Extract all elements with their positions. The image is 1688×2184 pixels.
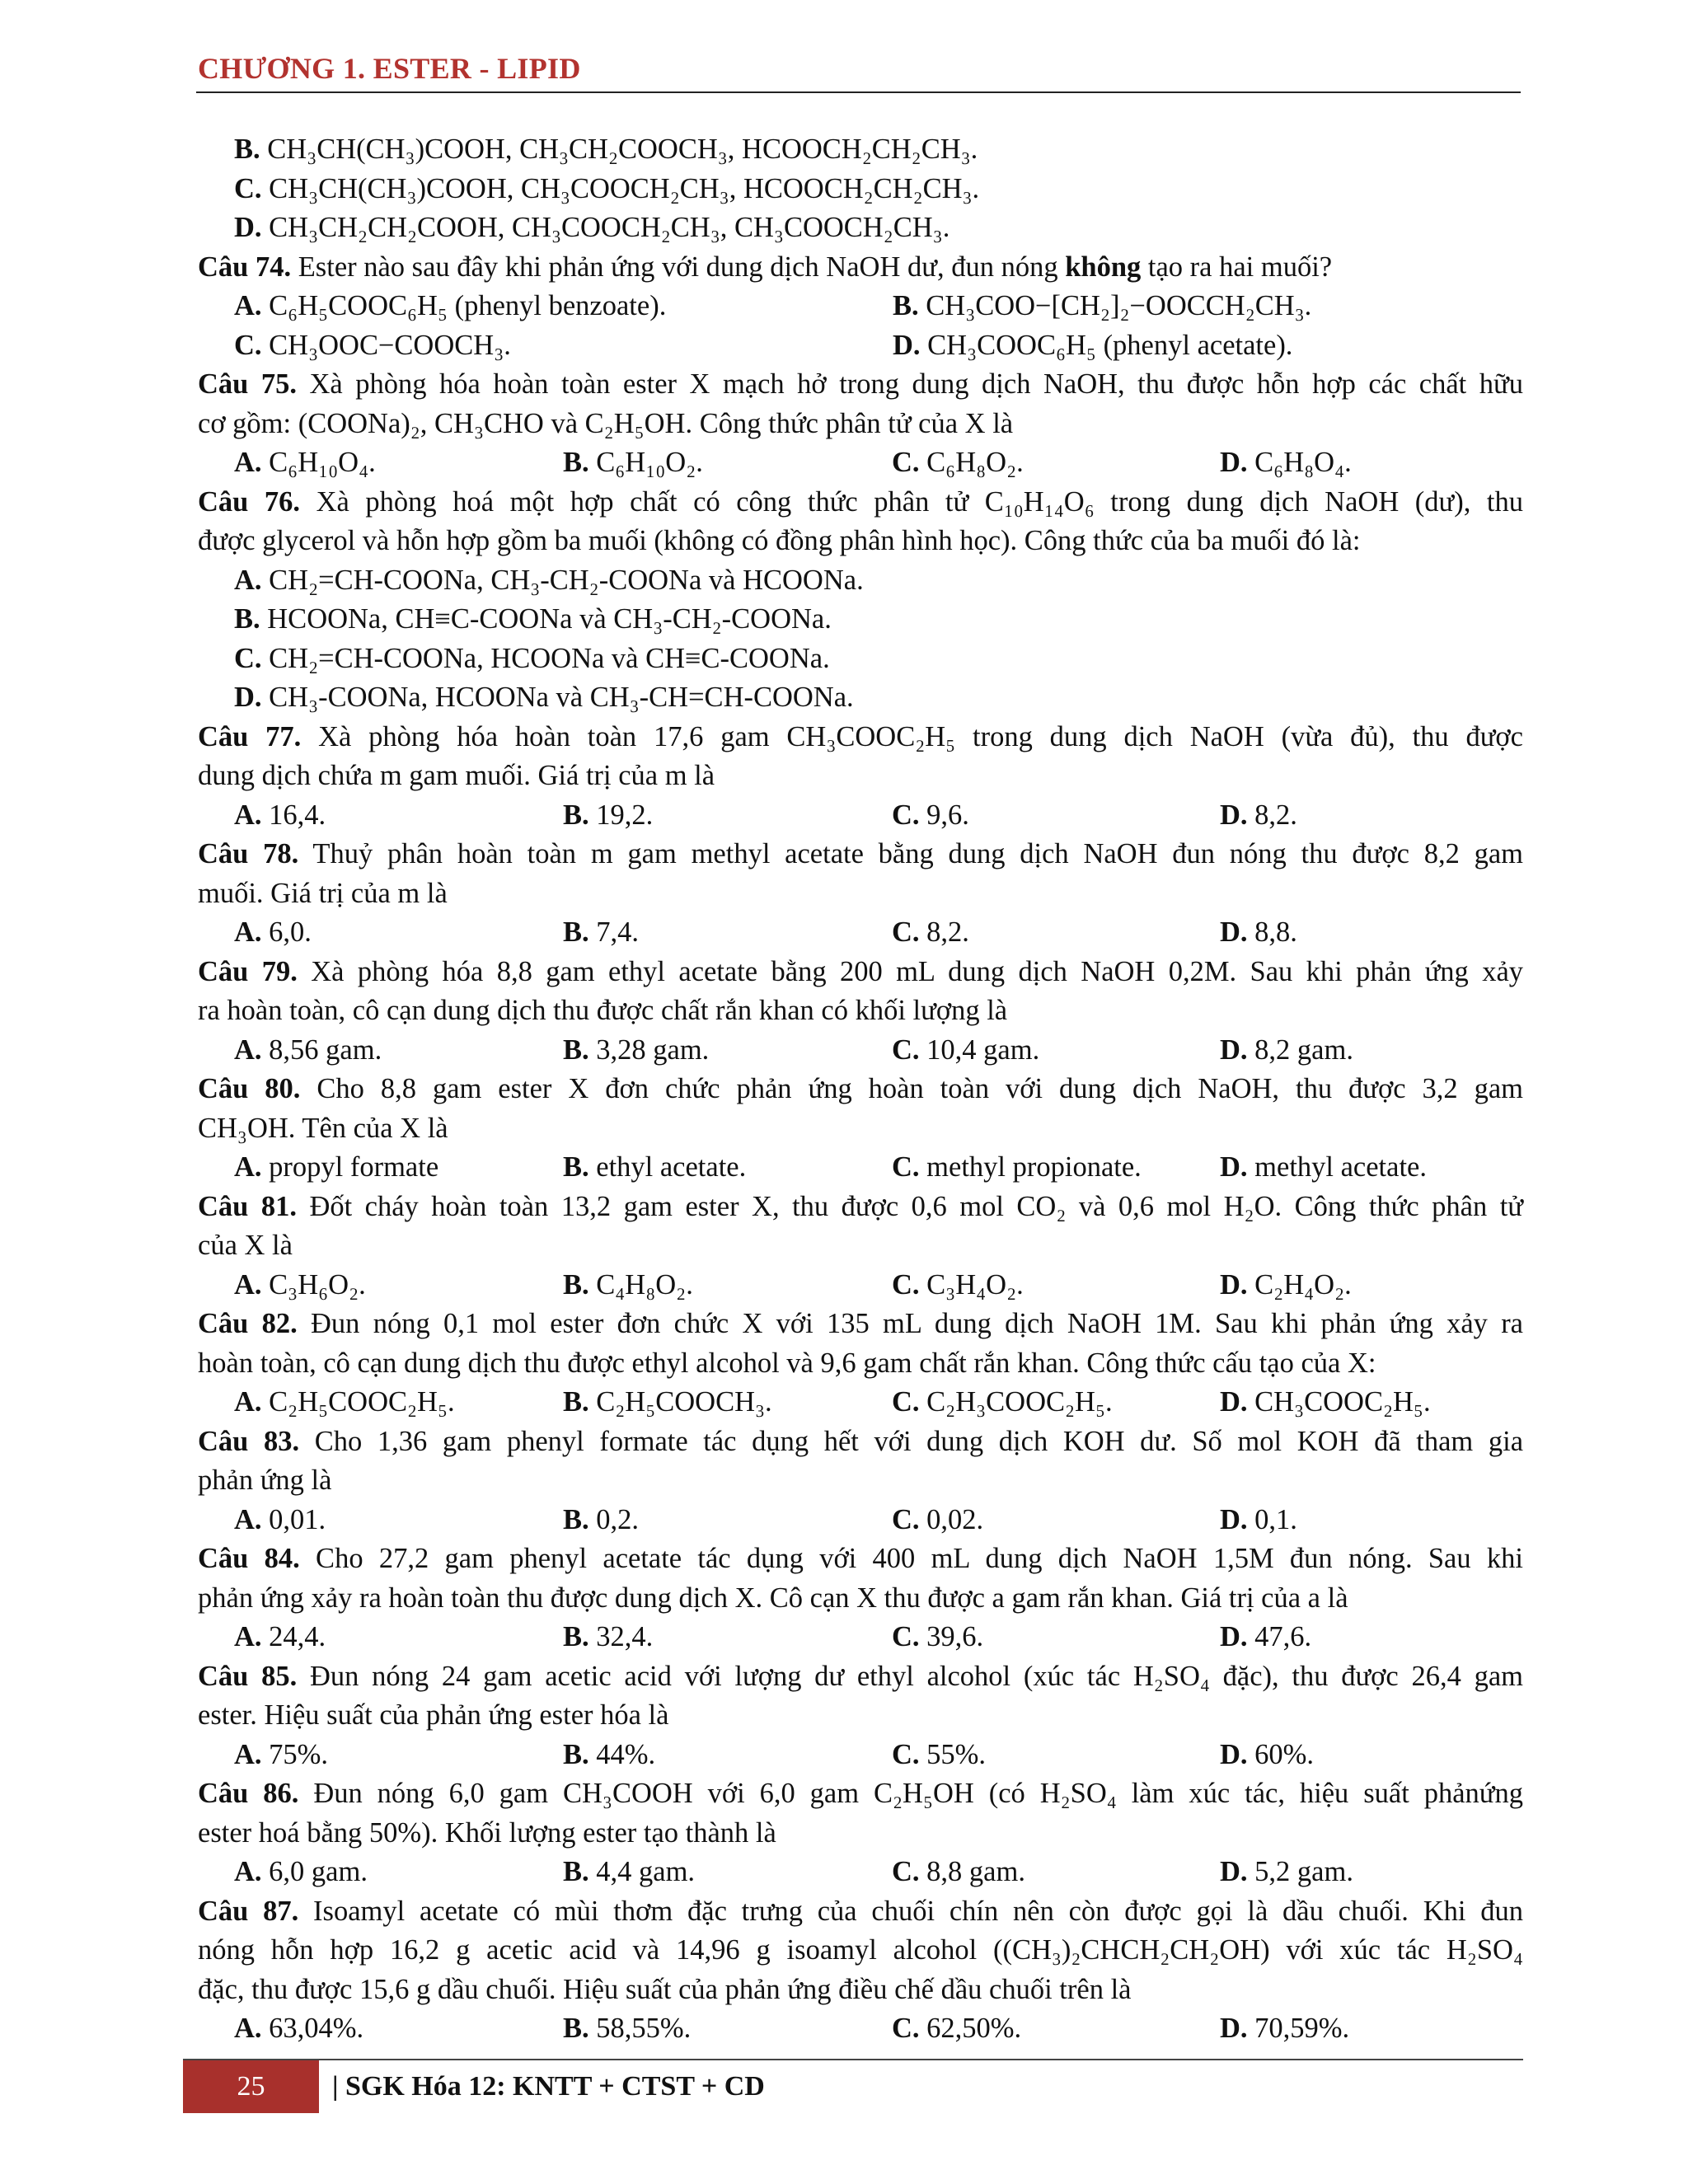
option-text: 8,2.	[919, 916, 969, 948]
answer-option	[892, 1148, 1142, 1188]
answer-option	[893, 326, 1292, 366]
answer-option	[234, 1501, 326, 1540]
option-text: 6,0.	[261, 916, 312, 948]
option-label: B.	[563, 447, 589, 478]
answer-options-row	[198, 1736, 1523, 1775]
answer-option	[892, 1618, 983, 1657]
option-label: D.	[1220, 916, 1248, 948]
question-text-line: Câu 84. Cho 27,2 gam phenyl acetate tác dụng với 400 mL dung dịch NaOH 1,5M đun nóng. Sau khi	[198, 1543, 1523, 1574]
answer-options-row	[198, 2009, 1523, 2049]
answer-option	[563, 1266, 693, 1305]
option-text: 5,2 gam.	[1247, 1856, 1353, 1887]
option-text: 0,02.	[919, 1503, 984, 1535]
chapter-title: CHƯƠNG 1. ESTER - LIPID	[198, 52, 581, 85]
answer-option	[563, 1853, 695, 1892]
option-label: B.	[563, 916, 589, 948]
answer-option	[234, 913, 312, 953]
answer-option	[234, 796, 326, 836]
answer-option	[1220, 1148, 1427, 1188]
option-text: 47,6.	[1247, 1621, 1312, 1652]
option-label: A.	[234, 916, 262, 948]
answer-options-row	[198, 287, 1523, 326]
answer-options-row	[198, 326, 1523, 366]
option-text: 8,2.	[1247, 799, 1297, 831]
option-label: A.	[234, 564, 262, 596]
answer-option	[234, 326, 511, 366]
question-text-line: Câu 86. Đun nóng 6,0 gam CH₃COOH với 6,0 gam C₂H₅OH (có H₂SO₄ làm xúc tác, hiệu suất phảnứng	[198, 1778, 1523, 1809]
answer-option	[198, 600, 1523, 640]
question-text-line: phản ứng là	[198, 1465, 332, 1496]
option-text: ethyl acetate.	[588, 1151, 747, 1183]
option-text: 58,55%.	[588, 2013, 692, 2044]
option-text: 24,4.	[261, 1621, 326, 1652]
option-text: 70,59%.	[1247, 2013, 1350, 2044]
option-text: 9,6.	[919, 799, 969, 831]
answer-option	[1220, 796, 1297, 836]
option-label: D.	[1220, 1503, 1248, 1535]
answer-options-row	[198, 443, 1523, 483]
option-label: B.	[234, 603, 260, 635]
option-text: 55%.	[919, 1738, 987, 1770]
answer-option	[892, 1853, 1025, 1892]
answer-option	[1220, 443, 1352, 483]
option-text: 19,2.	[588, 799, 654, 831]
answer-option	[563, 1736, 655, 1775]
question-text-line: Câu 75. Xà phòng hóa hoàn toàn ester X mạch hở trong dung dịch NaOH, thu được hỗn hợp các chất hữu	[198, 368, 1523, 400]
option-label: C.	[892, 447, 920, 478]
question-text-line: Câu 77. Xà phòng hóa hoàn toàn 17,6 gam CH₃COOC₂H₅ trong dung dịch NaOH (vừa đủ), thu được	[198, 720, 1523, 752]
answer-option	[198, 209, 1523, 248]
option-text: C₆H₈O₄.	[1247, 447, 1352, 478]
option-text: C₆H₅COOC₆H₅ (phenyl benzoate).	[261, 290, 667, 321]
answer-option	[892, 1501, 983, 1540]
option-label: B.	[563, 1151, 589, 1183]
option-text: 39,6.	[919, 1621, 984, 1652]
option-text: CH₂=CH-COONa, CH₃-CH₂-COONa và HCOONa.	[261, 564, 864, 596]
option-label: A.	[234, 1856, 262, 1887]
option-label: D.	[1220, 1856, 1248, 1887]
option-text: C₂H₅COOC₂H₅.	[261, 1386, 455, 1418]
option-text: 44%.	[588, 1738, 656, 1770]
option-label: B.	[893, 290, 919, 321]
option-label: B.	[563, 1033, 589, 1066]
option-label: A.	[234, 1033, 262, 1066]
question-text-line: Câu 78. Thuỷ phân hoàn toàn m gam methyl acetate bằng dung dịch NaOH đun nóng thu được 8,2 gam	[198, 838, 1523, 869]
option-text: methyl acetate.	[1247, 1151, 1427, 1183]
option-label: D.	[1220, 1151, 1248, 1183]
option-label: D.	[1220, 799, 1248, 831]
option-text: propyl formate	[261, 1151, 439, 1183]
answer-options-row	[198, 1266, 1523, 1305]
question-text-line: Câu 81. Đốt cháy hoàn toàn 13,2 gam ester X, thu được 0,6 mol CO₂ và 0,6 mol H₂O. Công thức phân tử	[198, 1190, 1523, 1222]
answer-option	[563, 1501, 639, 1540]
answer-option	[198, 170, 1523, 209]
option-text: 8,2 gam.	[1247, 1033, 1353, 1066]
option-label: D.	[234, 682, 262, 713]
option-label: B.	[563, 1386, 589, 1418]
answer-option	[234, 2009, 363, 2049]
answer-option	[198, 561, 1523, 601]
question-text-line: Câu 82. Đun nóng 0,1 mol ester đơn chức X với 135 mL dung dịch NaOH 1M. Sau khi phản ứng xảy ra	[198, 1308, 1523, 1339]
option-label: B.	[234, 134, 260, 165]
answer-option	[893, 287, 1311, 326]
option-label: B.	[563, 799, 589, 831]
option-text: 8,8 gam.	[919, 1856, 1025, 1887]
answer-option	[1220, 2009, 1349, 2049]
answer-option	[892, 2009, 1021, 2049]
option-text: 0,2.	[588, 1503, 640, 1535]
answer-option	[892, 443, 1024, 483]
answer-option	[234, 1383, 455, 1422]
answer-options-row	[198, 796, 1523, 836]
question-text-line: phản ứng xảy ra hoàn toàn thu được dung dịch X. Cô cạn X thu được a gam rắn khan. Giá trị của a là	[198, 1582, 1348, 1614]
option-text: CH₃CH(CH₃)COOH, CH₃CH₂COOCH₃, HCOOCH₂CH₂CH₃.	[260, 134, 978, 165]
option-text: CH₃COOC₂H₅.	[1247, 1386, 1431, 1418]
question-text-line: đặc, thu được 15,6 g dầu chuối. Hiệu suất của phản ứng điều chế dầu chuối trên là	[198, 1973, 1132, 2005]
answer-option	[892, 1736, 986, 1775]
answer-options-row	[198, 1383, 1523, 1422]
question-text-line: nóng hỗn hợp 16,2 g acetic acid và 14,96 g isoamyl alcohol ((CH₃)₂CHCH₂CH₂OH) với xúc tác H₂SO₄	[198, 1934, 1523, 1966]
option-label: A.	[234, 1503, 262, 1535]
option-label: C.	[234, 172, 262, 204]
option-label: B.	[563, 1503, 589, 1535]
option-label: D.	[1220, 1033, 1248, 1066]
answer-option	[563, 1618, 653, 1657]
answer-option	[234, 443, 376, 483]
option-text: CH₂=CH-COONa, HCOONa và CH≡C-COONa.	[261, 642, 830, 674]
option-label: C.	[234, 329, 262, 361]
question-list	[198, 130, 1523, 2049]
option-label: D.	[1220, 1268, 1248, 1301]
answer-option	[1220, 1383, 1431, 1422]
option-label: A.	[234, 290, 262, 321]
option-label: C.	[892, 1621, 920, 1652]
question-text-line: Câu 83. Cho 1,36 gam phenyl formate tác dụng hết với dung dịch KOH dư. Số mol KOH đã tham gia	[198, 1425, 1524, 1457]
answer-option	[1220, 1031, 1353, 1071]
option-label: C.	[892, 1386, 920, 1418]
answer-option	[198, 678, 1523, 718]
answer-options-row	[198, 1148, 1523, 1188]
option-text: HCOONa, CH≡C-COONa và CH₃-CH₂-COONa.	[260, 603, 832, 635]
answer-option	[563, 2009, 691, 2049]
answer-options-row	[198, 913, 1523, 953]
option-label: A.	[234, 447, 262, 478]
option-label: A.	[234, 1268, 262, 1301]
answer-option	[234, 1148, 438, 1188]
answer-option	[234, 1853, 368, 1892]
question-text-line: Câu 74. Ester nào sau đây khi phản ứng với dung dịch NaOH dư, đun nóng không tạo ra hai muối?	[198, 251, 1333, 283]
option-text: 60%.	[1247, 1738, 1315, 1770]
answer-option	[563, 1031, 709, 1071]
option-text: 8,56 gam.	[261, 1033, 382, 1066]
option-label: A.	[234, 799, 262, 831]
option-text: C₂H₄O₂.	[1247, 1268, 1352, 1301]
option-label: A.	[234, 1621, 262, 1652]
option-label: C.	[892, 1033, 920, 1066]
answer-option	[1220, 1853, 1353, 1892]
answer-option	[234, 287, 666, 326]
option-text: 62,50%.	[919, 2013, 1022, 2044]
option-label: A.	[234, 1738, 262, 1770]
answer-option	[892, 1383, 1113, 1422]
answer-option	[563, 443, 703, 483]
question-text-line: được glycerol và hỗn hợp gồm ba muối (không có đồng phân hình học). Công thức của ba muối đó là:	[198, 525, 1361, 556]
answer-option	[1220, 1266, 1352, 1305]
option-label: C.	[892, 2013, 920, 2044]
option-text: C₆H₈O₂.	[919, 447, 1024, 478]
option-label: C.	[234, 642, 262, 674]
question-text-line: Câu 87. Isoamyl acetate có mùi thơm đặc trưng của chuối chín nên còn được gọi là dầu chuối. Khi đun	[198, 1895, 1523, 1927]
answer-option	[563, 1383, 772, 1422]
option-label: A.	[234, 1386, 262, 1418]
answer-options-row	[198, 1031, 1523, 1071]
question-text-line: ester. Hiệu suất của phản ứng ester hóa là	[198, 1699, 669, 1731]
answer-option	[234, 1266, 366, 1305]
answer-option	[1220, 1736, 1314, 1775]
option-label: D.	[1220, 447, 1248, 478]
header-divider	[196, 91, 1521, 93]
option-text: 0,01.	[261, 1503, 326, 1535]
option-label: B.	[563, 1621, 589, 1652]
option-text: 3,28 gam.	[588, 1033, 710, 1066]
option-text: C₆H₁₀O₄.	[261, 447, 376, 478]
page-number: 25	[237, 2071, 265, 2102]
option-text: C₂H₃COOC₂H₅.	[919, 1386, 1113, 1418]
question-text-line: CH₃OH. Tên của X là	[198, 1112, 448, 1144]
answer-option	[234, 1736, 328, 1775]
option-text: 10,4 gam.	[919, 1033, 1040, 1066]
option-label: C.	[892, 916, 920, 948]
question-text-line: ester hoá bằng 50%). Khối lượng ester tạo thành là	[198, 1816, 776, 1849]
footer-book-title: | SGK Hóa 12: KNTT + CTST + CD	[332, 2071, 765, 2102]
answer-option	[563, 1148, 746, 1188]
option-label: C.	[892, 1503, 920, 1535]
answer-option	[1220, 913, 1297, 953]
option-text: C₄H₈O₂.	[588, 1268, 693, 1301]
answer-option	[198, 130, 1523, 170]
question-text-line: của X là	[198, 1230, 293, 1261]
option-label: C.	[892, 1268, 920, 1301]
option-text: 16,4.	[261, 799, 326, 831]
option-text: 6,0 gam.	[261, 1856, 368, 1887]
question-text-line: hoàn toàn, cô cạn dung dịch thu được ethyl alcohol và 9,6 gam chất rắn khan. Công thức cấu tạo của X:	[198, 1347, 1376, 1379]
question-text-line: cơ gồm: (COONa)₂, CH₃CHO và C₂H₅OH. Công thức phân tử của X là	[198, 407, 1014, 439]
option-label: C.	[892, 1856, 920, 1887]
option-text: CH₃-COONa, HCOONa và CH₃-CH=CH-COONa.	[261, 682, 854, 713]
option-label: D.	[1220, 1386, 1248, 1418]
option-label: D.	[893, 329, 921, 361]
option-label: A.	[234, 2013, 262, 2044]
question-text-line: Câu 85. Đun nóng 24 gam acetic acid với lượng dư ethyl alcohol (xúc tác H₂SO₄ đặc), thu được 26,4 gam	[198, 1660, 1523, 1692]
option-text: 4,4 gam.	[588, 1856, 696, 1887]
option-label: B.	[563, 1738, 589, 1770]
answer-option	[563, 796, 653, 836]
option-text: C₃H₆O₂.	[261, 1268, 366, 1301]
question-text-line: Câu 79. Xà phòng hóa 8,8 gam ethyl acetate bằng 200 mL dung dịch NaOH 0,2M. Sau khi phản ứng xảy	[198, 955, 1524, 987]
option-text: 0,1.	[1247, 1503, 1297, 1535]
answer-option	[892, 1266, 1024, 1305]
option-label: A.	[234, 1151, 262, 1183]
option-text: C₃H₄O₂.	[919, 1268, 1024, 1301]
option-label: D.	[1220, 2013, 1248, 2044]
option-label: B.	[563, 2013, 589, 2044]
answer-option	[198, 640, 1523, 679]
option-text: CH₃OOC−COOCH₃.	[261, 329, 511, 361]
answer-option	[1220, 1618, 1311, 1657]
answer-option	[234, 1031, 382, 1071]
option-text: CH₃COOC₆H₅ (phenyl acetate).	[920, 329, 1293, 361]
option-text: 7,4.	[588, 916, 640, 948]
answer-option	[563, 913, 639, 953]
option-label: C.	[892, 1738, 920, 1770]
option-label: C.	[892, 1151, 920, 1183]
option-text: CH₃COO−[CH₂]₂−OOCCH₂CH₃.	[918, 290, 1312, 321]
option-text: 75%.	[261, 1738, 329, 1770]
option-text: 63,04%.	[261, 2013, 364, 2044]
option-label: D.	[1220, 1621, 1248, 1652]
answer-options-row	[198, 1853, 1523, 1892]
answer-option	[1220, 1501, 1297, 1540]
option-label: C.	[892, 799, 920, 831]
question-text-line: ra hoàn toàn, cô cạn dung dịch thu được chất rắn khan có khối lượng là	[198, 995, 1008, 1026]
option-text: CH₃CH(CH₃)COOH, CH₃COOCH₂CH₃, HCOOCH₂CH₂CH₃.	[261, 172, 980, 204]
option-text: 8,8.	[1247, 916, 1297, 948]
question-text-line: Câu 76. Xà phòng hoá một hợp chất có công thức phân tử C₁₀H₁₄O₆ trong dung dịch NaOH (dư), thu	[198, 485, 1523, 518]
option-text: C₂H₅COOCH₃.	[588, 1386, 772, 1418]
question-text-line: dung dịch chứa m gam muối. Giá trị của m là	[198, 760, 715, 791]
answer-option	[892, 913, 969, 953]
option-text: methyl propionate.	[919, 1151, 1142, 1183]
option-text: C₆H₁₀O₂.	[588, 447, 703, 478]
option-text: CH₃CH₂CH₂COOH, CH₃COOCH₂CH₃, CH₃COOCH₂CH₃.	[261, 212, 950, 243]
option-label: D.	[234, 212, 262, 243]
answer-option	[234, 1618, 326, 1657]
option-label: B.	[563, 1856, 589, 1887]
option-text: 32,4.	[588, 1621, 654, 1652]
answer-options-row	[198, 1501, 1523, 1540]
answer-option	[892, 796, 969, 836]
option-label: B.	[563, 1268, 589, 1301]
question-text-line: Câu 80. Cho 8,8 gam ester X đơn chức phản ứng hoàn toàn với dung dịch NaOH, thu được 3,2 gam	[198, 1073, 1523, 1104]
question-text-line: muối. Giá trị của m là	[198, 877, 448, 909]
answer-options-row	[198, 1618, 1523, 1657]
answer-option	[892, 1031, 1039, 1071]
option-label: D.	[1220, 1738, 1248, 1770]
